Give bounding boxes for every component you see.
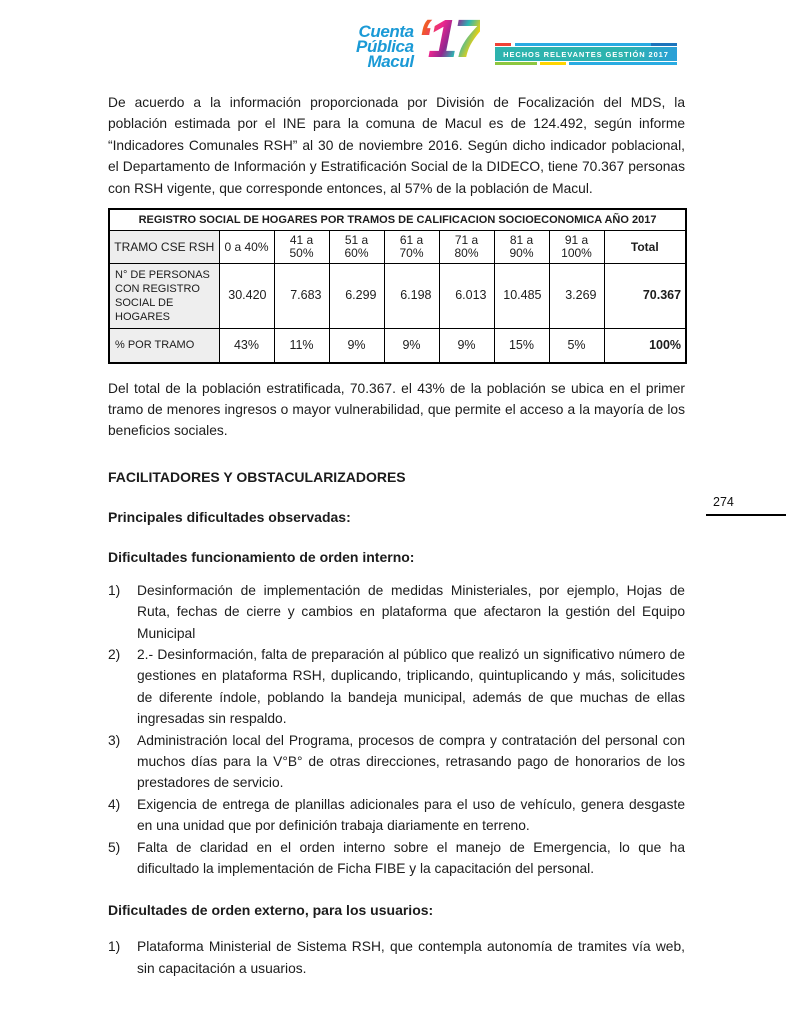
cell-value: 6.198 <box>384 264 439 329</box>
col-header-tramo: TRAMO CSE RSH <box>109 231 219 264</box>
cell-value: 6.013 <box>439 264 494 329</box>
cell-value: 10.485 <box>494 264 549 329</box>
cell-total: 100% <box>604 329 686 363</box>
cell-value: 30.420 <box>219 264 274 329</box>
table-row-persons <box>109 264 686 329</box>
cell-value: 11% <box>274 329 329 363</box>
cell-value: 15% <box>494 329 549 363</box>
cell-value: 43% <box>219 329 274 363</box>
col-header: 51 a 60% <box>329 231 384 264</box>
list-item-number: 1) <box>108 939 121 955</box>
table-title: REGISTRO SOCIAL DE HOGARES POR TRAMOS DE CALIFICACION SOCIOECONOMICA AÑO 2017 <box>109 209 686 231</box>
list-item <box>108 936 685 979</box>
subheading-orden-externo: Dificultades de orden externo, para los usuarios: <box>108 902 434 919</box>
page-number-value: 274 <box>713 495 734 509</box>
list-item-text: 2.- Desinformación, falta de preparación al público que realizó un significativo número de gestiones en plataforma RSH, duplicando, triplicando, quintuplicando y más, solicitudes de diferente índole, poblando la bandeja municipal, además de que muchas de ellas ingresadas sin respaldo. <box>137 646 685 727</box>
banner-stripe-bottom <box>495 62 677 65</box>
banner-band <box>495 47 677 61</box>
list-item <box>108 580 685 644</box>
list-item-text: Administración local del Programa, procesos de compra y contratación del personal con muchos días para la V°B° de otras direcciones, retrasando pago de honorarios de los prestadores de servicio. <box>137 732 685 791</box>
section-heading-facilitadores: FACILITADORES Y OBSTACULARIZADORES <box>108 468 406 485</box>
cell-value: 7.683 <box>274 264 329 329</box>
external-difficulties-list <box>108 936 685 979</box>
after-table-paragraph: Del total de la población estratificada, 70.367. el 43% de la población se ubica en el primer tramo de menores ingresos o mayor vulnerabilidad, que permite el acceso a la mayoría de los beneficios sociales. <box>108 380 685 439</box>
list-item <box>108 644 685 730</box>
logo-word-cuenta: Cuenta <box>358 22 414 41</box>
list-item-text: Desinformación de implementación de medidas Ministeriales, por ejemplo, Hojas de Ruta, fechas de cierre y cambios en plataforma que afectaron la gestión del Equipo Municipal <box>137 582 685 641</box>
list-item-text: Exigencia de entrega de planillas adicionales para el uso de vehículo, genera desgaste en una unidad que por definición trabaja diariamente en terreno. <box>137 796 685 834</box>
cell-value: 6.299 <box>329 264 384 329</box>
list-item-text: Falta de claridad en el orden interno sobre el manejo de Emergencia, lo que ha dificultado la implementación de Ficha FIBE y la capacitación del personal. <box>137 839 685 877</box>
list-item-text: Plataforma Ministerial de Sistema RSH, que contempla autonomía de tramites vía web, sin capacitación a usuarios. <box>137 939 685 976</box>
rsh-table <box>108 208 687 364</box>
list-item-number: 1) <box>108 582 121 598</box>
list-item <box>108 837 685 880</box>
logo-word-macul: Macul <box>367 52 414 71</box>
cell-value: 9% <box>329 329 384 363</box>
col-header-total: Total <box>604 231 686 264</box>
list-item <box>108 730 685 794</box>
table-title-row <box>109 209 686 231</box>
logo-wordmark <box>356 24 414 69</box>
cell-total: 70.367 <box>604 264 686 329</box>
header-logo <box>356 10 480 69</box>
col-header: 61 a 70% <box>384 231 439 264</box>
cell-value: 9% <box>439 329 494 363</box>
page-number <box>706 495 786 516</box>
list-item-number: 3) <box>108 732 121 748</box>
cell-value: 3.269 <box>549 264 604 329</box>
table-row-percent <box>109 329 686 363</box>
col-header: 0 a 40% <box>219 231 274 264</box>
col-header: 91 a 100% <box>549 231 604 264</box>
document-body <box>108 92 685 979</box>
table-header-row <box>109 231 686 264</box>
list-item-number: 4) <box>108 796 121 812</box>
logo-year-17: ‘17 <box>416 9 480 69</box>
internal-difficulties-list <box>108 580 685 880</box>
logo-word-publica: Pública <box>356 37 414 56</box>
list-item-number: 5) <box>108 839 121 855</box>
col-header: 41 a 50% <box>274 231 329 264</box>
banner-stripe-top <box>495 43 677 46</box>
col-header: 81 a 90% <box>494 231 549 264</box>
col-header: 71 a 80% <box>439 231 494 264</box>
header-banner <box>495 43 677 65</box>
banner-text: HECHOS RELEVANTES GESTIÓN 2017 <box>503 49 669 59</box>
subheading-orden-interno: Dificultades funcionamiento de orden interno: <box>108 548 415 565</box>
intro-paragraph: De acuerdo a la información proporcionada por División de Focalización del MDS, la población estimada por el INE para la comuna de Macul es de 124.492, según informe “Indicadores Comunales RSH” al 30 de noviembre 2016. Según dicho indicador poblacional, el Departamento de Información y Estratificación Social de la DIDECO, tiene 70.367 personas con RSH vigente, que corresponde entonces, al 57% de la población de Macul. <box>108 95 685 196</box>
list-item-number: 2) <box>108 646 121 662</box>
cell-value: 9% <box>384 329 439 363</box>
cell-value: 5% <box>549 329 604 363</box>
row-label: N° DE PERSONAS CON REGISTRO SOCIAL DE HOGARES <box>109 264 219 329</box>
subheading-principales-dificultades: Principales dificultades observadas: <box>108 508 351 525</box>
row-label: % POR TRAMO <box>109 329 219 363</box>
list-item <box>108 794 685 837</box>
